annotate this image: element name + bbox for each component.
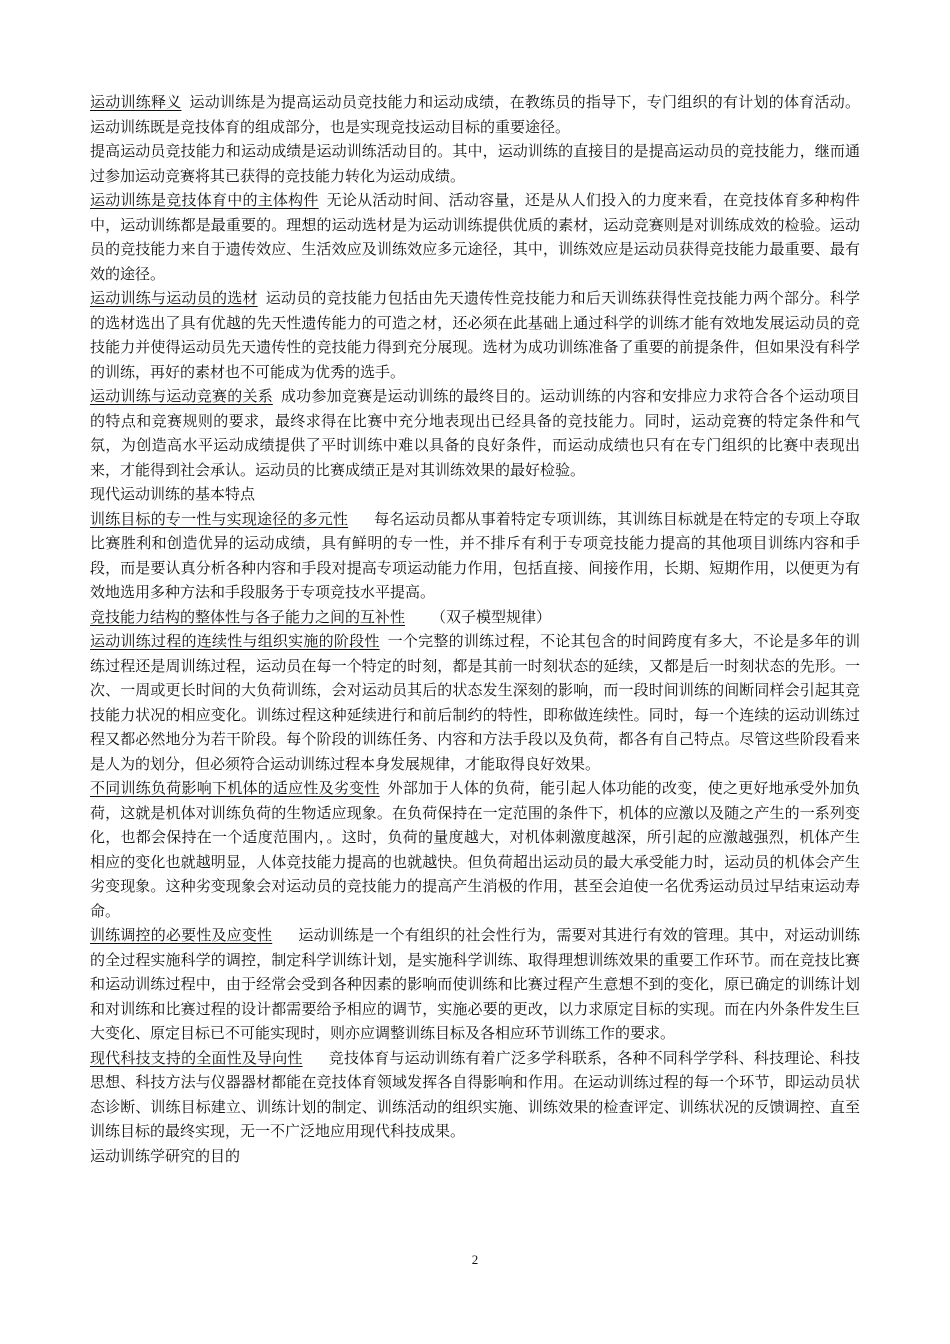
section-goal-specificity (90, 507, 860, 605)
section-main-component (90, 188, 860, 286)
section-heading: 训练调控的必要性及应变性 (90, 926, 273, 944)
subheading-basic-features (90, 482, 860, 507)
section-heading: 不同训练负荷影响下机体的适应性及劣变性 (90, 779, 380, 797)
section-text: 外部加于人体的负荷，能引起人体功能的改变，使之更好地承受外加负荷，这就是机体对训练负荷的生物适应现象。在负荷保持在一定范围的条件下，机体的应激以及随之产生的一系列变化，也都会保持在一个适度范围内，。这时，负荷的量度越大，对机体刺激度越深，所引起的应激越强烈，机体产生相应的变化也就越明显，人体竞技能力提高的也就越快。但负荷超出运动员的最大承受能力时，运动员的机体会产生劣变现象。这种劣变现象会对运动员的竞技能力的提高产生消极的作用，甚至会迫使一名优秀运动员过早结束运动寿命。 (90, 779, 860, 920)
section-text: 成功参加竞赛是运动训练的最终目的。运动训练的内容和安排应力求符合各个运动项目的特点和竞赛规则的要求，最终求得在比赛中充分地表现出已经具备的竞技能力。同时，运动竞赛的特定条件和气氛，为创造高水平运动成绩提供了平时训练中难以具备的良好条件，而运动成绩也只有在专门组织的比赛中表现出来，才能得到社会承认。运动员的比赛成绩正是对其训练效果的最好检验。 (90, 387, 860, 479)
section-text: （双子模型规律） (431, 607, 552, 626)
section-heading: 运动训练释义 (90, 93, 182, 111)
section-text: 每名运动员都从事着特定专项训练，其训练目标就是在特定的专项上夺取比赛胜利和创造优异的运动成绩，具有鲜明的专一性，并不排斥有利于专项竞技能力提高的其他项目训练内容和手段，而是要认真分析各种内容和手段对提高专项运动能力作用，包括直接、间接作用，长期、短期作用，以便更为有效地选用多种方法和手段服务于专项竞技水平提高。 (90, 509, 860, 601)
section-text: 一个完整的训练过程，不论其包含的时间跨度有多大，不论是多年的训练过程还是周训练过程，运动员在每一个特定的时刻，都是其前一时刻状态的延续，又都是后一时刻状态的先形。一次、一周或更长时间的大负荷训练，会对运动员其后的状态发生深刻的影响，而一段时间训练的间断同样会引起其竞技能力状况的相应变化。训练过程这种延续进行和前后制约的特性，即称做连续性。同时，每一个连续的运动训练过程又都必然地分为若干阶段。每个阶段的训练任务、内容和方法手段以及负荷，都各有自己特点。尽管这些阶段看来是人为的划分，但必须符合运动训练过程本身发展规律，才能取得良好效果。 (90, 632, 860, 773)
section-heading: 运动训练与运动竞赛的关系 (90, 387, 273, 405)
paragraph-text: 提高运动员竞技能力和运动成绩是运动训练活动目的。其中，运动训练的直接目的是提高运动员的竞技能力，继而通过参加运动竞赛将其已获得的竞技能力转化为运动成绩。 (90, 142, 860, 185)
section-heading: 现代科技支持的全面性及导向性 (90, 1048, 303, 1067)
section-ability-structure (90, 605, 860, 630)
section-process-continuity (90, 629, 860, 776)
section-training-definition (90, 90, 860, 139)
section-tech-support (90, 1046, 860, 1144)
subheading-text: 现代运动训练的基本特点 (90, 485, 256, 503)
section-heading: 训练目标的专一性与实现途径的多元性 (90, 509, 349, 528)
subheading-text: 运动训练学研究的目的 (90, 1146, 241, 1165)
section-training-competition (90, 384, 860, 482)
section-text: 竞技体育与运动训练有着广泛多学科联系，各种不同科学学科、科技理论、科技思想、科技方法与仪器器材都能在竞技体育领域发挥各自得影响和作用。在运动训练过程的每一个环节，即运动员状态诊断、训练目标建立、训练计划的制定、训练活动的组织实施、训练效果的检查评定、训练状况的反馈调控、直至训练目标的最终实现，无一不广泛地应用现代科技成果。 (90, 1048, 860, 1140)
section-text: 运动训练是一个有组织的社会性行为，需要对其进行有效的管理。其中，对运动训练的全过程实施科学的调控，制定科学训练计划，是实施科学训练、取得理想训练效果的重要工作环节。而在竞技比赛和运动训练过程中，由于经常会受到各种因素的影响而使训练和比赛过程产生意想不到的变化，原已确定的训练计划和对训练和比赛过程的设计都需要给予相应的调节，实施必要的更改，以力求原定目标的实现。而在内外条件发生巨大变化、原定目标已不可能实现时，则亦应调整训练目标及各相应环节训练工作的要求。 (90, 926, 860, 1042)
section-text: 无论从活动时间、活动容量，还是从人们投入的力度来看，在竞技体育多种构件中，运动训练都是最重要的。理想的运动选材是为运动训练提供优质的素材，运动竞赛则是对训练成效的检验。运动员的竞技能力来自于遗传效应、生活效应及训练效应多元途径，其中，训练效应是运动员获得竞技能力最重要、最有效的途径。 (90, 191, 860, 283)
section-heading: 竞技能力结构的整体性与各子能力之间的互补性 (90, 607, 406, 626)
section-text: 运动训练是为提高运动员竞技能力和运动成绩，在教练员的指导下，专门组织的有计划的体育活动。运动训练既是竞技体育的组成部分，也是实现竞技运动目标的重要途径。 (90, 93, 860, 136)
section-training-control (90, 923, 860, 1046)
paragraph-training-purpose (90, 139, 860, 188)
section-text: 运动员的竞技能力包括由先天遗传性竞技能力和后天训练获得性竞技能力两个部分。科学的选材选出了具有优越的先天性遗传能力的可造之材，还必须在此基础上通过科学的训练才能有效地发展运动员的竞技能力并使得运动员先天遗传性的竞技能力得到充分展现。选材为成功训练准备了重要的前提条件，但如果没有科学的训练，再好的素材也不可能成为优秀的选手。 (90, 289, 860, 381)
section-heading: 运动训练过程的连续性与组织实施的阶段性 (90, 632, 380, 650)
page-number: 2 (471, 1252, 479, 1267)
section-heading: 运动训练与运动员的选材 (90, 289, 258, 307)
section-athlete-selection (90, 286, 860, 384)
section-heading: 运动训练是竞技体育中的主体构件 (90, 191, 319, 209)
section-load-adaptation (90, 776, 860, 923)
subheading-research-purpose (90, 1144, 860, 1169)
